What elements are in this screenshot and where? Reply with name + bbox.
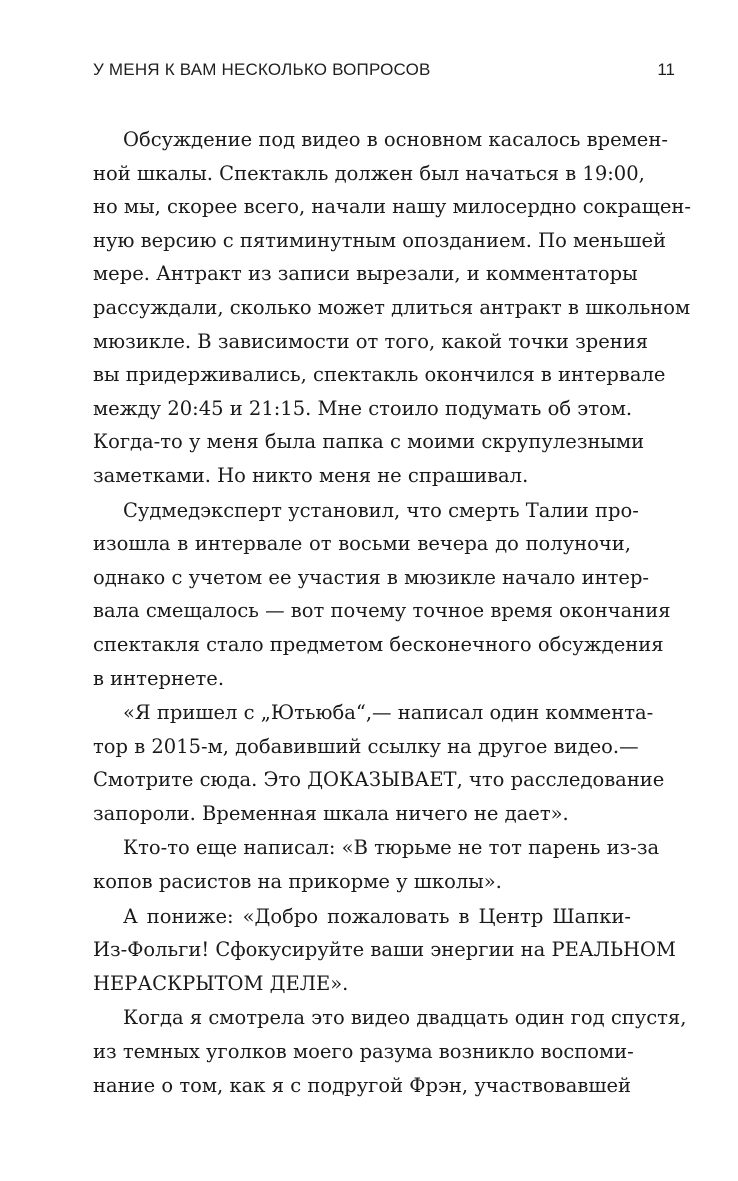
text-line: Кто-то еще написал: «В тюрьме не тот парень из-за [123, 836, 660, 860]
text-line: мюзикле. В зависимости от того, какой точки зрения [93, 329, 649, 353]
text-line: но мы, скорее всего, начали нашу милосердно сокращен- [93, 195, 691, 219]
text-line: копов расистов на прикорме у школы». [93, 870, 502, 894]
paragraph-5 [93, 900, 676, 1001]
text-line: изошла в интервале от восьми вечера до полуночи, [93, 532, 631, 556]
text-line: вы придерживались, спектакль окончился в интервале [93, 363, 666, 387]
paragraph-1 [93, 123, 691, 493]
text-line: ную версию с пятиминутным опозданием. По меньшей [93, 228, 667, 252]
text-line: нание о том, как я с подругой Фрэн, участвовавшей [93, 1073, 631, 1097]
text-line: спектакля стало предметом бесконечного обсуждения [93, 632, 664, 656]
text-line: ной шкалы. Спектакль должен был начаться в 19:00, [93, 161, 645, 185]
text-line: рассуждали, сколько может длиться антракт в школьном [93, 295, 691, 319]
text-line: заметками. Но никто меня не спрашивал. [93, 463, 529, 487]
page-number: 11 [657, 60, 675, 79]
text-line: Обсуждение под видео в основном касалось времен- [123, 128, 668, 151]
text-line: НЕРАСКРЫТОМ ДЕЛЕ». [93, 971, 349, 995]
paragraph-4 [93, 831, 660, 898]
text-line: из темных уголков моего разума возникло воспоми- [93, 1040, 634, 1064]
text-line: запороли. Временная шкала ничего не дает». [93, 801, 569, 825]
text-line: однако с учетом ее участия в мюзикле начало интер- [93, 565, 650, 589]
text-line: А пониже: «Добро пожаловать в Центр Шапки- [123, 904, 631, 928]
text-line: тор в 2015-м, добавивший ссылку на другое видео.— [93, 734, 639, 758]
text-line: Судмедэксперт установил, что смерть Талии про- [123, 498, 639, 522]
paragraph-3 [93, 696, 665, 830]
paragraph-2 [93, 494, 671, 696]
text-line: «Я пришел с „Ютьюба“,— написал один коммента- [123, 701, 654, 725]
text-line: в интернете. [93, 666, 225, 690]
text-line: Смотрите сюда. Это ДОКАЗЫВАЕТ, что расследование [93, 768, 665, 792]
body-text [93, 123, 691, 1103]
text-line: Когда я смотрела это видео двадцать один год спустя, [123, 1006, 687, 1030]
text-line: между 20:45 и 21:15. Мне стоило подумать об этом. [93, 396, 633, 420]
text-line: Из-Фольги! Сфокусируйте ваши энергии на РЕАЛЬНОМ [93, 938, 676, 962]
text-line: вала смещалось — вот почему точное время окончания [93, 599, 671, 623]
text-line: Когда-то у меня была папка с моими скрупулезными [93, 430, 645, 454]
text-line: мере. Антракт из записи вырезали, и комментаторы [93, 262, 638, 286]
running-title: У МЕНЯ К ВАМ НЕСКОЛЬКО ВОПРОСОВ [93, 60, 431, 79]
paragraph-6 [93, 1001, 687, 1102]
